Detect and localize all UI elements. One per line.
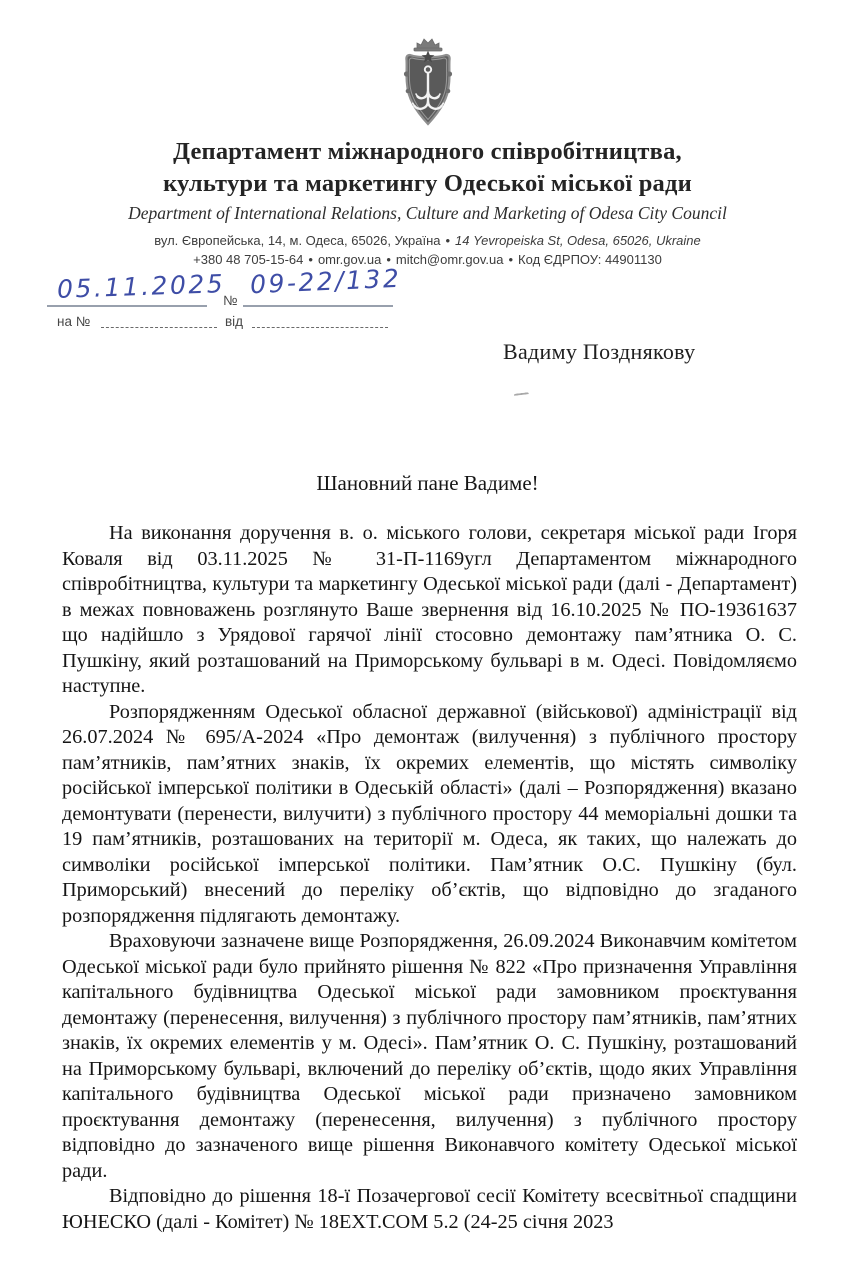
edrpou-code: Код ЄДРПОУ: 44901130 — [518, 252, 662, 267]
recipient-name: Вадиму Позднякову — [503, 339, 696, 364]
address-ukrainian: вул. Європейська, 14, м. Одеса, 65026, Україна — [154, 233, 441, 248]
reply-date-blank-line — [252, 327, 388, 328]
bullet-separator: • — [508, 252, 514, 267]
org-name-uk-line2: культури та маркетингу Одеської міської ради — [163, 170, 692, 197]
salutation: Шановний пане Вадиме! — [316, 471, 539, 495]
address-line — [0, 233, 855, 248]
website: omr.gov.ua — [317, 252, 382, 267]
letter-body — [62, 521, 797, 1235]
contacts-line — [0, 252, 855, 267]
crown-icon — [414, 39, 442, 51]
email-address: mitch@omr.gov.ua — [395, 252, 504, 267]
number-label: № — [223, 293, 238, 308]
body-paragraph: Відповідно до рішення 18-ї Позачергової сесії Комітету всесвітньої спадщини ЮНЕСКО (далі - Комітет) № 18EXT.COM 5.2 (24-25 січня 2023 — [62, 1185, 797, 1233]
handwritten-outgoing-date: 05.11.2025 — [56, 269, 226, 304]
address-english: 14 Yevropeiska St, Odesa, 65026, Ukraine — [455, 233, 701, 248]
phone-number: +380 48 705-15-64 — [193, 252, 304, 267]
org-name-english: Department of International Relations, Culture and Marketing of Odesa City Council — [128, 203, 727, 223]
bullet-separator: • — [308, 252, 313, 267]
reply-number-blank-line — [101, 327, 217, 328]
body-paragraph: На виконання доручення в. о. міського голови, секретаря міської ради Ігоря Коваля від 03.11.2025 № 31-П-1169угл Департаментом міжнародного співробітництва, культури та маркетингу Одеської міської ради (далі - Департамент) в межах повноважень розглянуто Ваше звернення від 16.10.2025 № ПО-19361637 що надійшло з Урядової гарячої лінії стосовно демонтажу пам’ятника О. С. Пушкіну, який розташований на Приморському бульварі в м. Одесі. Повідомляємо наступне. — [62, 522, 797, 697]
handwritten-outgoing-number: 09-22/132 — [249, 263, 402, 300]
reply-to-number-label: на № — [57, 314, 91, 329]
date-underline — [47, 305, 207, 307]
number-underline — [243, 305, 393, 307]
pen-mark — [514, 392, 529, 398]
body-paragraph: Розпорядженням Одеської обласної державної (військової) адміністрації від 26.07.2024 № 695/А-2024 «Про демонтаж (вилучення) з публічного простору пам’ятників, пам’ятних знаків, їх окремих елементів, що містять символіку російської імперської політики в Одеській області» (далі – Розпорядження) вказано демонтувати (перенести, вилучити) з публічного простору 44 меморіальні дошки та 19 пам’ятників, розташованих на території м. Одеса, як таких, що належать до символіки російської імперської політики. Пам’ятник О.С. Пушкіну (бул. Приморський) внесений до переліку об’єктів, що відповідно до згаданого розпорядження підлягають демонтажу. — [62, 700, 797, 927]
bullet-separator: • — [386, 252, 391, 267]
org-name-uk-line1: Департамент міжнародного співробітництва, — [173, 138, 682, 165]
body-paragraph: Враховуючи зазначене вище Розпорядження, 26.09.2024 Виконавчим комітетом Одеської міської ради було прийнято рішення № 822 «Про призначення Управління капітального будівництва Одеської міської ради замовником проєктування демонтажу (перенесення, вилучення) з публічного простору пам’ятників, пам’ятних знаків, їх окремих елементів у м. Одесі». Пам’ятник О. С. Пушкіну, розташований на Приморському бульварі, включений до переліку об’єктів, щодо яких Управління капітального будівництва Одеської міської ради призначено замовником проєктування демонтажу (перенесення, вилучення) з публічного простору відповідно до зазначеного вище рішення Виконавчого комітету Одеської міської ради. — [62, 930, 797, 1182]
odesa-coat-of-arms-emblem — [397, 36, 459, 130]
reply-from-date-label: від — [225, 314, 244, 329]
org-name-ukrainian — [0, 136, 855, 200]
bullet-separator: • — [445, 233, 451, 248]
